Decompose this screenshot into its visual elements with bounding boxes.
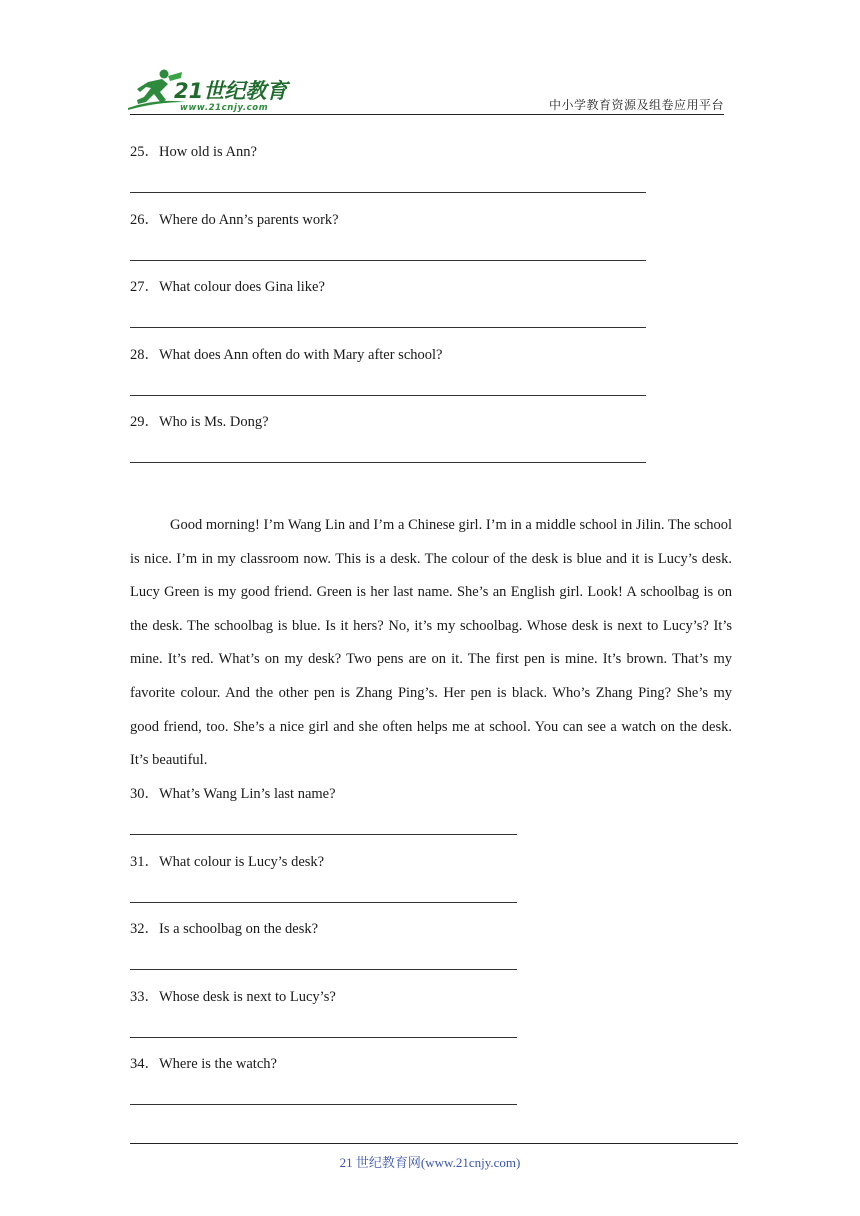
question-item <box>130 785 336 803</box>
question-number: 25． <box>130 144 159 160</box>
question-number: 33． <box>130 988 159 1005</box>
footer-divider <box>130 1143 738 1144</box>
page-header <box>0 0 860 120</box>
answer-line[interactable] <box>130 260 646 261</box>
answer-line[interactable] <box>130 462 646 463</box>
answer-line[interactable] <box>130 327 646 328</box>
question-text: Whose desk is next to Lucy’s? <box>159 988 336 1005</box>
question-item <box>130 413 269 431</box>
logo-21cnjy <box>126 68 296 114</box>
question-item <box>130 1055 277 1073</box>
question-text: Who is Ms. Dong? <box>159 414 269 430</box>
answer-line[interactable] <box>130 395 646 396</box>
question-number: 32． <box>130 921 159 937</box>
footer-text: 21 世纪教育网(www.21cnjy.com) <box>339 1155 521 1170</box>
question-number: 30． <box>130 786 159 802</box>
reading-passage: Good morning! I’m Wang Lin and I’m a Chinese girl. I’m in a middle school in Jilin. The school is nice. I’m in my classroom now. This is a desk. The colour of the desk is blue and it is Lucy’s desk. Lucy Green is my good friend. Green is her last name. She’s an English girl. Look! A schoolbag is on the desk. The schoolbag is blue. Is it hers? No, it’s my schoolbag. Whose desk is next to Lucy’s? It’s mine. It’s red. What’s on my desk? Two pens are on it. The first pen is mine. It’s brown. That’s my favorite colour. And the other pen is Zhang Ping’s. Her pen is black. Who’s Zhang Ping? She’s my good friend, too. She’s a nice girl and she often helps me at school. You can see a watch on the desk. It’s beautiful. <box>130 517 732 769</box>
question-text: Is a schoolbag on the desk? <box>159 921 319 937</box>
answer-line[interactable] <box>130 192 646 193</box>
question-item <box>130 143 257 161</box>
header-divider <box>130 114 724 115</box>
answer-line[interactable] <box>130 902 517 903</box>
question-text: What colour is Lucy’s desk? <box>159 853 325 870</box>
logo-url: www.21cnjy.com <box>180 103 269 113</box>
question-item <box>130 211 339 229</box>
answer-line[interactable] <box>130 1104 517 1105</box>
answer-line[interactable] <box>130 834 517 835</box>
question-number: 27． <box>130 279 159 295</box>
question-number: 26． <box>130 211 159 228</box>
question-text: How old is Ann? <box>159 144 257 160</box>
question-text: Where do Ann’s parents work? <box>159 211 339 228</box>
question-text: Where is the watch? <box>159 1056 277 1072</box>
question-number: 31． <box>130 853 159 870</box>
question-number: 28． <box>130 346 159 363</box>
question-number: 34． <box>130 1056 159 1072</box>
question-item <box>130 278 325 296</box>
question-item <box>130 853 324 871</box>
question-text: What colour does Gina like? <box>159 279 325 295</box>
question-text: What does Ann often do with Mary after school? <box>159 346 443 363</box>
question-number: 29． <box>130 414 159 430</box>
answer-line[interactable] <box>130 969 517 970</box>
question-item <box>130 920 318 938</box>
question-item <box>130 346 442 364</box>
platform-name: 中小学教育资源及组卷应用平台 <box>548 98 724 112</box>
answer-line[interactable] <box>130 1037 517 1038</box>
question-item <box>130 988 336 1006</box>
logo-text: 21世纪教育 <box>174 79 288 103</box>
question-text: What’s Wang Lin’s last name? <box>159 786 336 802</box>
